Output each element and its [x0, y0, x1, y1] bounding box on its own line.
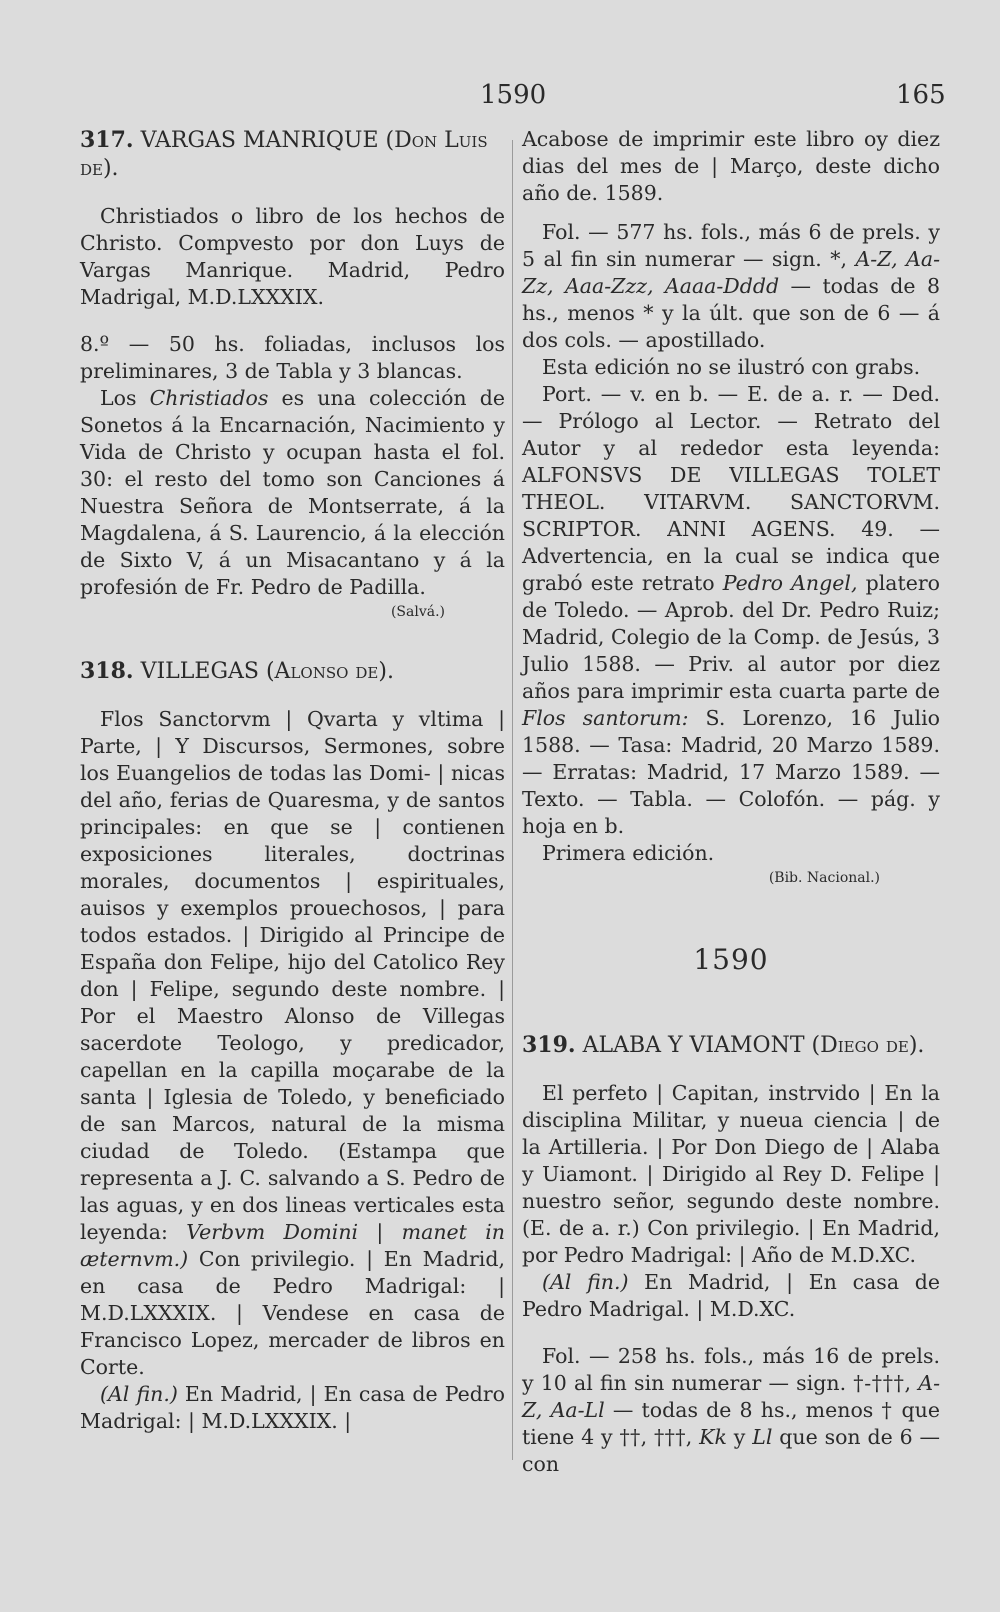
entry-title: El perfeto | Capitan, instrvido | En la disciplina Militar, y nueua ciencia | de la Artilleria. | Por Don Diego de | Alaba y Uiamont. | Dirigido al Rey D. Felipe | nuestro señor, segundo deste nombre. (E. de a. r.) Con privilegio. | En Madrid, por Pedro Madrigal: | Año de M.D.XC.: [522, 1081, 940, 1267]
entry-author: VARGAS MANRIQUE (Don Luis de).: [80, 128, 488, 181]
left-column: [80, 126, 505, 1435]
entry-note: Los Christiados es una colección de Sonetos á la Encarnación, Nacimiento y Vida de Christo y ocupan hasta el fol. 30: el resto del tomo son Canciones á Nuestra Señora de Montserrate, á la Magdalena, á S. Laurencio, á la elección de Sixto V, á un Misacantano y á la profesión de Fr. Pedro de Padilla.: [80, 386, 505, 599]
entry-318: [80, 657, 505, 1435]
entry-edition-note: Primera edición.: [542, 841, 715, 865]
entry-illustration-note: Esta edición no se ilustró con grabs.: [542, 355, 921, 379]
entry-number: 319.: [522, 1032, 576, 1058]
entry-physical-description: 8.º — 50 hs. foliadas, inclusos los preliminares, 3 de Tabla y 3 blancas.: [80, 332, 505, 383]
entry-author: VILLEGAS (Alonso de).: [140, 659, 394, 684]
section-year-heading: 1590: [693, 943, 769, 976]
entry-physical-description: Fol. — 258 hs. fols., más 16 de prels. y 10 al fin sin numerar — sign. †-†††, A-Z, Aa-Ll — todas de 8 hs., menos † que tiene 4 y ††, †††, Kk y Ll que son de 6 — con: [522, 1344, 940, 1476]
entry-colophon: (Al fin.) En Madrid, | En casa de Pedro Madrigal. | M.D.XC.: [522, 1270, 941, 1321]
entry-number: 317.: [80, 127, 134, 153]
entry-heading: [80, 657, 505, 686]
entry-heading: [522, 1031, 940, 1060]
entry-contents: Port. — v. en b. — E. de a. r. — Ded. — Prólogo al Lector. — Retrato del Autor y al rededor esta leyenda: ALFONSVS DE VILLEGAS TOLET THEOL. VITARVM. SANCTORVM. SCRIPTOR. ANNI AGENS. 49. — Advertencia, en la cual se indica que grabó este retrato Pedro Angel, platero de Toledo. — Aprob. del Dr. Pedro Ruiz; Madrid, Colegio de la Comp. de Jesús, 3 Julio 1588. — Priv. al autor por diez años para imprimir esta cuarta parte de Flos santorum: S. Lorenzo, 16 Julio 1588. — Tasa: Madrid, 20 Marzo 1589. — Erratas: Madrid, 17 Marzo 1589. — Texto. — Tabla. — Colofón. — pág. y hoja en b.: [522, 382, 940, 838]
entry-title: Christiados o libro de los hechos de Christo. Compvesto por don Luys de Vargas Manrique. Madrid, Pedro Madrigal, M.D.LXXXIX.: [80, 204, 505, 309]
entry-title: Flos Sanctorvm | Qvarta y vltima | Parte, | Y Discursos, Sermones, sobre los Euangelios de todas las Domi- | nicas del año, ferias de Quaresma, y de santos principales: en que se | contienen exposiciones literales, doctrinas morales, documentos | espirituales, auisos y exemplos prouechosos, | para todos estados. | Dirigido al Principe de España don Felipe, hijo del Catolico Rey don | Felipe, segundo deste nombre. | Por el Maestro Alonso de Villegas sacerdote Teologo, y predicador, capellan en la capilla moçarabe de la santa | Iglesia de Toledo, y beneficiado de san Marcos, natural de la misma ciudad de Toledo. (Estampa que representa a J. C. salvando a S. Pedro de las aguas, y en dos lineas verticales esta leyenda: Verbvm Domini | manet in æternvm.) Con privilegio. | En Madrid, en casa de Pedro Madrigal: | M.D.LXXXIX. | Vendese en casa de Francisco Lopez, mercader de libros en Corte.: [80, 707, 505, 1379]
entry-source: (Salvá.): [390, 604, 445, 620]
right-column: [522, 126, 940, 1478]
entry-source: (Bib. Nacional.): [768, 870, 880, 886]
page-number: 165: [896, 80, 946, 110]
entry-heading: [80, 126, 505, 183]
entry-number: 318.: [80, 658, 134, 684]
entry-colophon: (Al fin.) En Madrid, | En casa de Pedro Madrigal: | M.D.LXXXIX. |: [80, 1382, 506, 1433]
running-head-year: 1590: [480, 80, 547, 110]
entry-colophon-continued: Acabose de imprimir este libro oy diez dias del mes de | Março, deste dicho año de. 1589.: [522, 127, 940, 205]
entry-physical-description: Fol. — 577 hs. fols., más 6 de prels. y 5 al fin sin numerar — sign. *, A-Z, Aa-Zz, Aaa-Zzz, Aaaa-Dddd — todas de 8 hs., menos * y la últ. que son de 6 — á dos cols. — apostillado.: [522, 220, 940, 352]
entry-317: [80, 126, 505, 623]
column-divider: [512, 140, 513, 1460]
entry-319: [522, 1031, 940, 1478]
entry-author: ALABA Y VIAMONT (Diego de).: [582, 1033, 925, 1058]
